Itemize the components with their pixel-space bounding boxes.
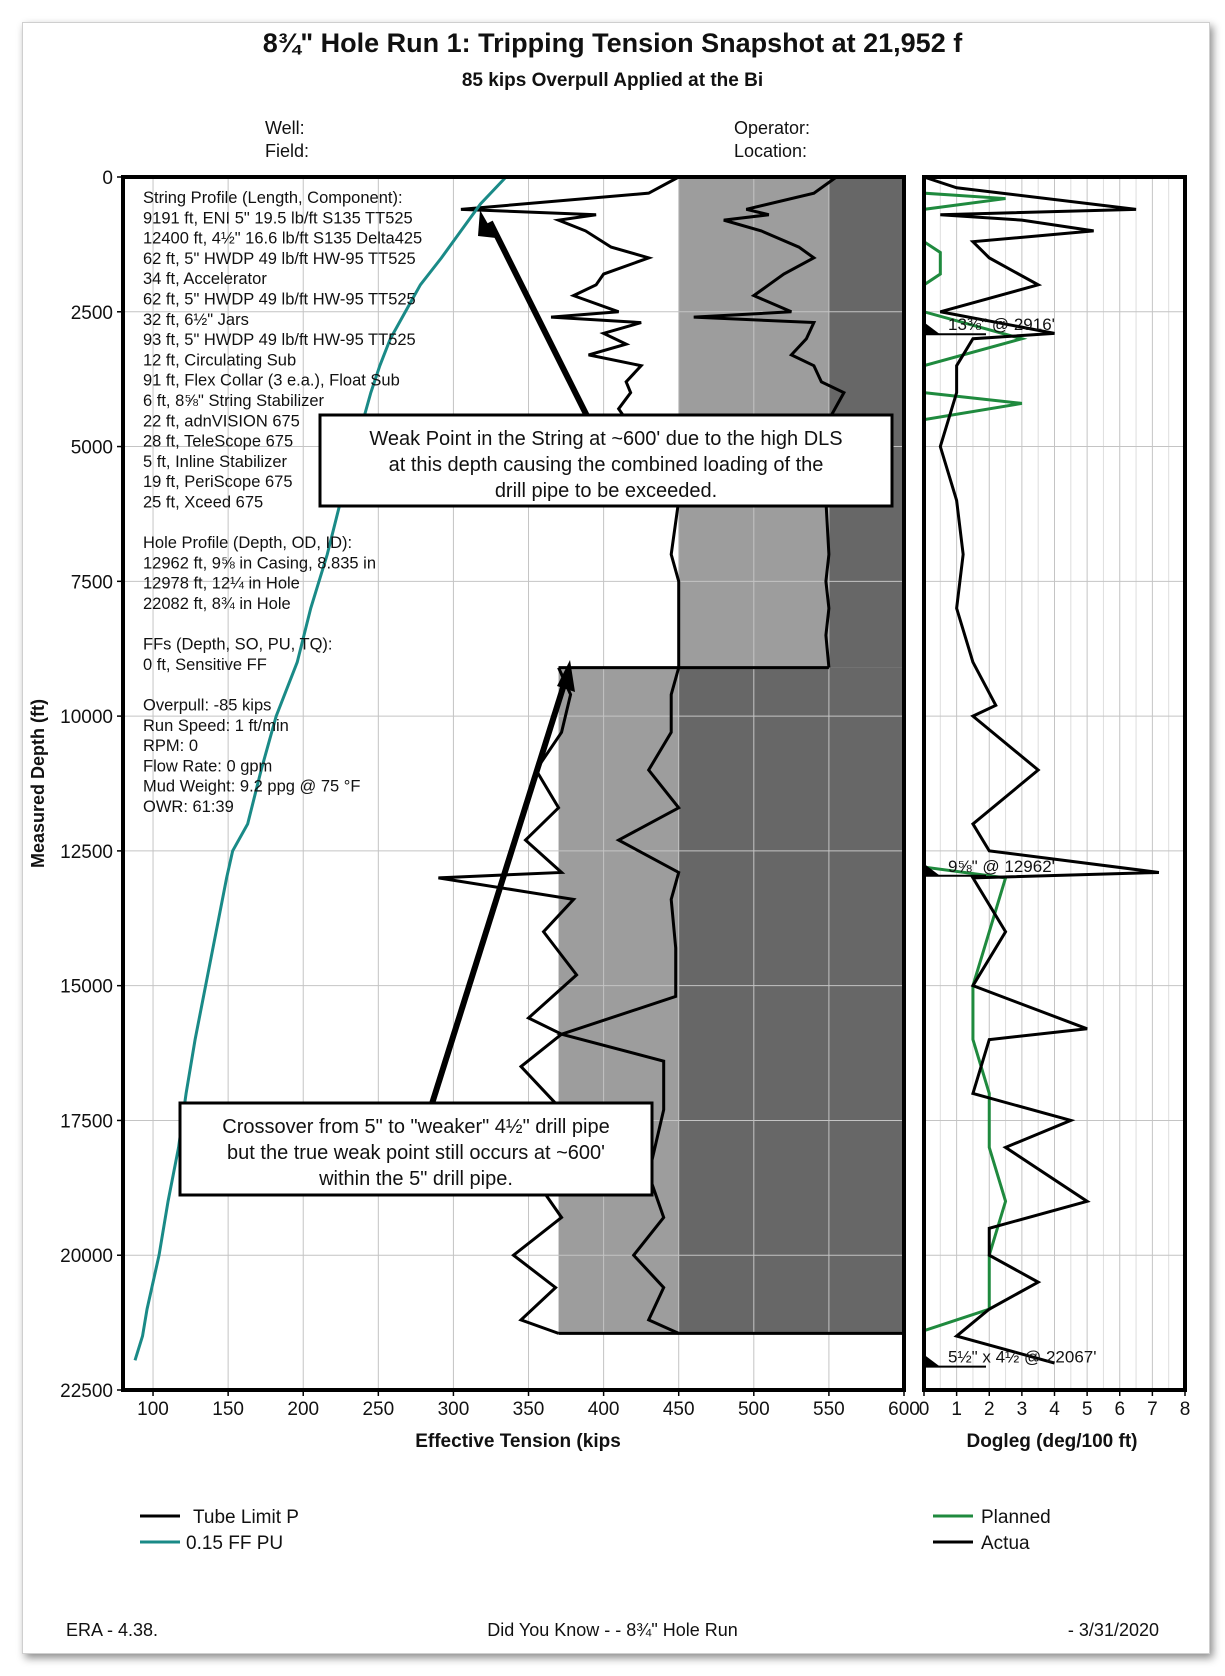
dogleg-tick-label: 3	[1016, 1399, 1028, 1420]
info-line: 12978 ft, 12¼ in Hole	[143, 574, 300, 593]
depth-tick-label: 22500	[60, 1381, 113, 1402]
info-line: RPM: 0	[143, 737, 199, 756]
dogleg-tick-label: 2	[983, 1399, 995, 1420]
tension-tick-label: 250	[362, 1399, 395, 1420]
tension-tick-label: 400	[587, 1399, 620, 1420]
crossover-callout-text: Crossover from 5" to "weaker" 4½" drill pipe	[222, 1116, 610, 1138]
footer-right: - 3/31/2020	[1067, 1620, 1159, 1640]
dogleg-tick-label: 6	[1114, 1399, 1126, 1420]
info-line: 22 ft, adnVISION 675	[143, 412, 300, 431]
legend-tube-limit-label: Tube Limit P	[193, 1507, 299, 1528]
depth-tick-label: 17500	[60, 1111, 113, 1133]
weak-point-callout-text: at this depth causing the combined loading of the	[388, 454, 824, 476]
depth-tick-label: 15000	[60, 976, 113, 998]
chart-subtitle: 85 kips Overpull Applied at the Bi	[461, 70, 764, 91]
depth-tick-label: 2500	[70, 302, 113, 324]
legend-actual-label: Actua	[981, 1533, 1030, 1554]
info-line: Run Speed: 1 ft/min	[143, 716, 289, 735]
weak-point-callout-text: drill pipe to be exceeded.	[494, 480, 718, 502]
dogleg-tick-label: 4	[1049, 1399, 1060, 1420]
dogleg-tick-label: 0	[918, 1399, 930, 1420]
legend-ff-pu-label: 0.15 FF PU	[186, 1533, 284, 1554]
tension-tick-label: 100	[137, 1399, 169, 1420]
depth-tick-label: 20000	[60, 1246, 113, 1268]
casing-label: 5½" x 4½ @ 22067'	[948, 1347, 1097, 1367]
field-label: Field:	[265, 141, 310, 161]
info-line: 62 ft, 5" HWDP 49 lb/ft HW-95 TT525	[143, 290, 416, 309]
info-line: 93 ft, 5" HWDP 49 lb/ft HW-95 TT525	[143, 331, 416, 350]
info-line: 5 ft, Inline Stabilizer	[143, 452, 287, 471]
info-line: 91 ft, Flex Collar (3 e.a.), Float Sub	[143, 371, 400, 390]
depth-axis-title: Measured Depth (ft)	[28, 698, 48, 869]
legend-planned-label: Planned	[981, 1507, 1051, 1528]
dogleg-tick-label: 7	[1147, 1399, 1158, 1420]
dogleg-tick-label: 8	[1179, 1399, 1191, 1420]
info-line: OWR: 61:39	[143, 798, 234, 816]
tension-tick-label: 200	[287, 1399, 320, 1420]
tension-tick-label: 600	[888, 1399, 920, 1420]
footer-left: ERA - 4.38.	[66, 1620, 159, 1640]
location-label: Location:	[734, 141, 808, 161]
dogleg-tick-label: 5	[1081, 1399, 1093, 1420]
info-line: 32 ft, 6½" Jars	[143, 310, 249, 329]
info-line: 19 ft, PeriScope 675	[143, 473, 293, 492]
depth-tick-label: 0	[102, 168, 113, 189]
lower-band-dark	[679, 668, 904, 1334]
info-line: 9191 ft, ENI 5" 19.5 lb/ft S135 TT525	[143, 209, 413, 228]
tension-tick-label: 550	[813, 1399, 845, 1420]
tension-tick-label: 150	[212, 1399, 244, 1420]
casing-label: 9⅝" @ 12962'	[948, 856, 1055, 876]
tension-tick-label: 350	[512, 1399, 545, 1420]
info-line: Mud Weight: 9.2 ppg @ 75 °F	[143, 777, 361, 796]
info-line: 12962 ft, 9⅝ in Casing, 8.835 in	[143, 554, 376, 573]
footer-center: Did You Know - - 8¾" Hole Run	[487, 1620, 738, 1640]
tension-tick-label: 300	[437, 1399, 470, 1420]
crossover-callout-text: within the 5" drill pipe.	[319, 1168, 513, 1190]
depth-tick-label: 7500	[70, 572, 113, 594]
info-line: 22082 ft, 8¾ in Hole	[143, 595, 291, 613]
info-line: Flow Rate: 0 gpm	[143, 757, 273, 776]
info-line: 12400 ft, 4½" 16.6 lb/ft S135 Delta425	[143, 229, 423, 248]
tension-tick-label: 450	[662, 1399, 695, 1420]
dogleg-tick-label: 1	[951, 1399, 962, 1420]
tension-tick-label: 500	[737, 1399, 770, 1420]
info-line: 12 ft, Circulating Sub	[143, 351, 297, 370]
tension-axis-title: Effective Tension (kips	[415, 1431, 621, 1452]
info-line: 0 ft, Sensitive FF	[143, 655, 267, 674]
crossover-callout-text: but the true weak point still occurs at ~600'	[227, 1142, 605, 1164]
well-label: Well:	[265, 118, 305, 138]
info-line: Hole Profile (Depth, OD, ID):	[143, 534, 353, 553]
weak-point-callout-text: Weak Point in the String at ~600' due to the high DLS	[369, 428, 843, 450]
info-line: 34 ft, Accelerator	[143, 270, 267, 289]
dogleg-axis-title: Dogleg (deg/100 ft)	[966, 1431, 1138, 1452]
info-line: String Profile (Length, Component):	[143, 189, 403, 207]
info-line: 6 ft, 8⅝" String Stabilizer	[143, 392, 325, 410]
info-line: 25 ft, Xceed 675	[143, 493, 264, 512]
info-line: Overpull: -85 kips	[143, 696, 272, 715]
depth-tick-label: 5000	[70, 437, 113, 459]
info-line: FFs (Depth, SO, PU, TQ):	[143, 635, 333, 654]
chart-title: 8¾" Hole Run 1: Tripping Tension Snapshot at 21,952 f	[262, 28, 963, 58]
info-line: 62 ft, 5" HWDP 49 lb/ft HW-95 TT525	[143, 249, 416, 268]
operator-label: Operator:	[734, 118, 811, 138]
depth-tick-label: 10000	[60, 707, 113, 729]
depth-tick-label: 12500	[60, 841, 113, 863]
casing-label: 13⅜" @ 2916'	[948, 315, 1055, 335]
info-line: 28 ft, TeleScope 675	[143, 432, 294, 451]
